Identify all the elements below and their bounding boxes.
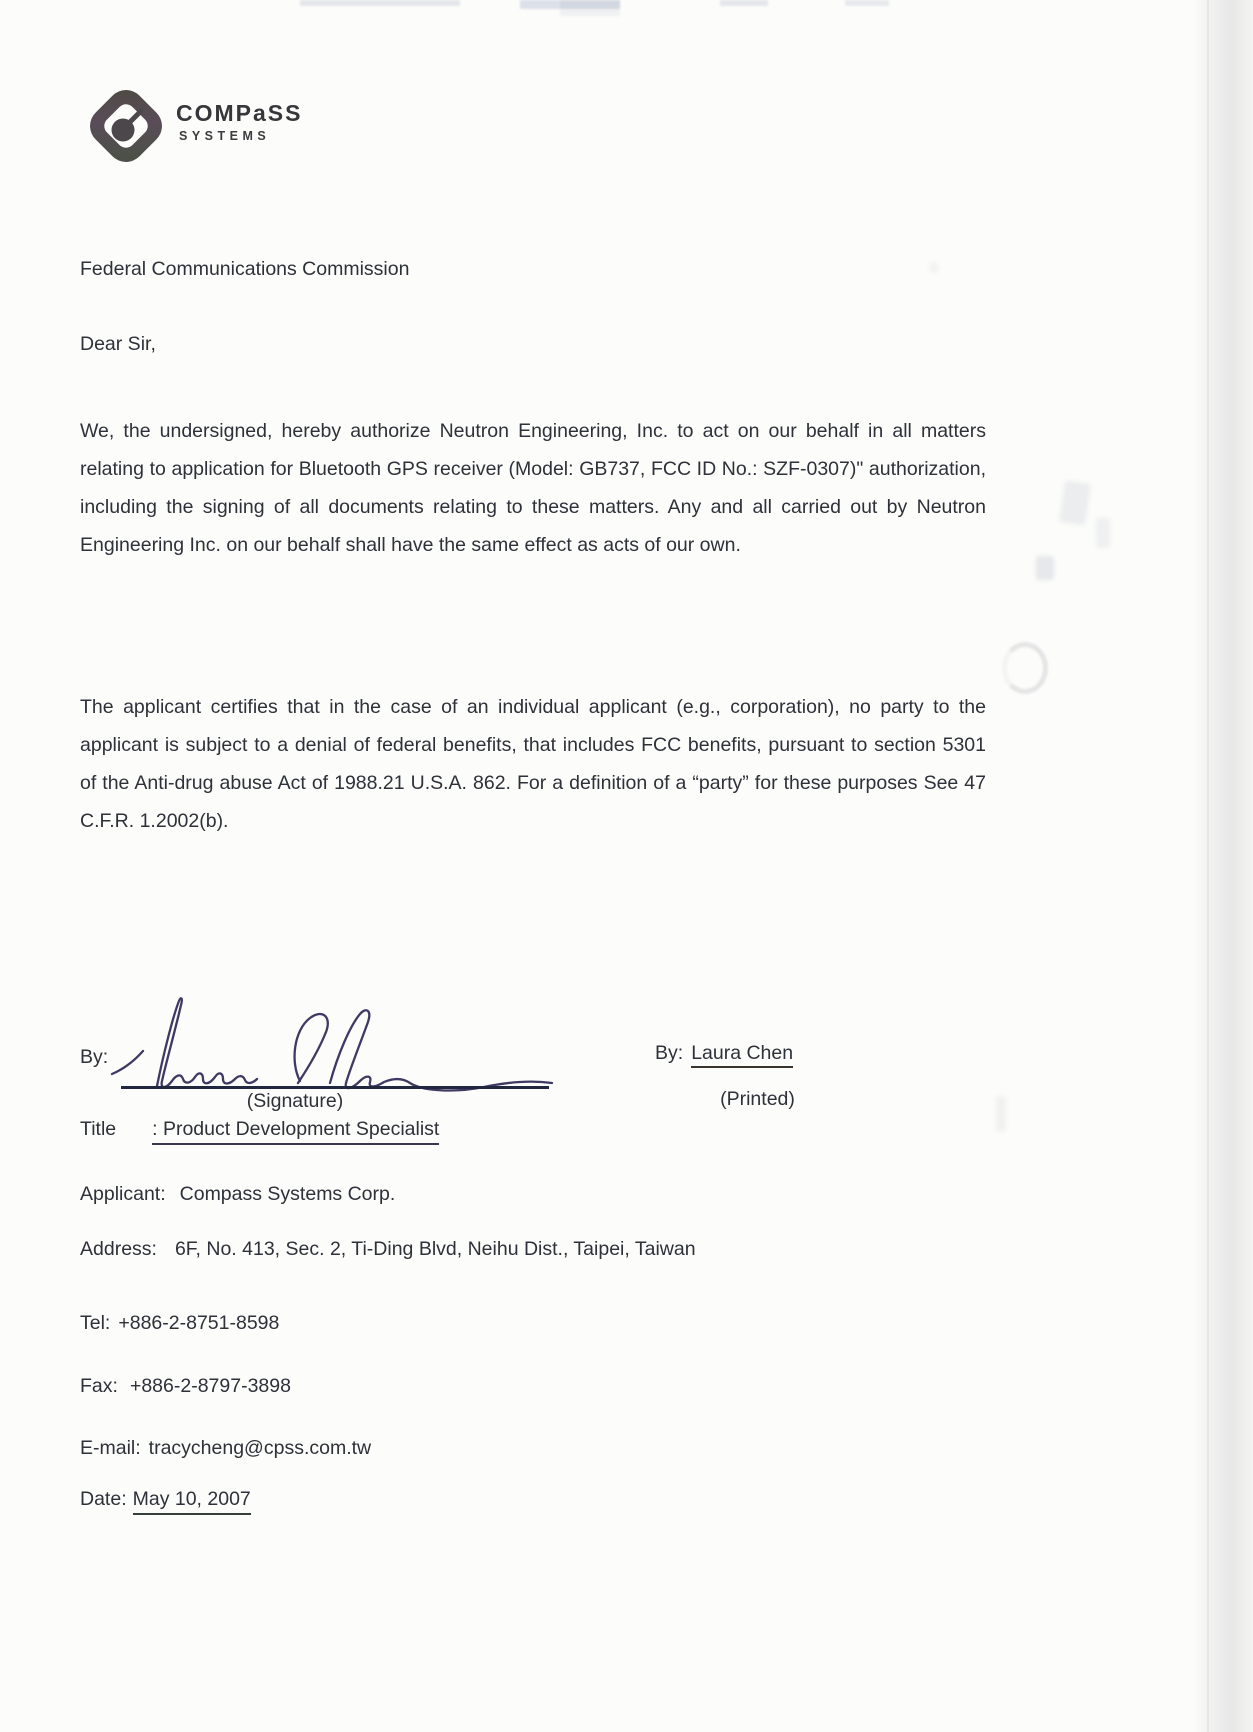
title-label: Title (80, 1118, 117, 1140)
scan-artifact (1002, 642, 1048, 694)
tel-line (80, 1312, 279, 1335)
applicant-label: Applicant: (80, 1183, 166, 1205)
printed-by (655, 1042, 793, 1065)
address-value: 6F, No. 413, Sec. 2, Ti-Ding Blvd, Neihu Dist., Taipei, Taiwan (174, 1238, 696, 1260)
scan-artifact (1036, 556, 1054, 580)
date-value: May 10, 2007 (133, 1488, 251, 1515)
title-line (80, 1118, 439, 1141)
tel-value: +886-2-8751-8598 (118, 1312, 280, 1334)
compass-logo-icon (84, 84, 168, 168)
date-line (80, 1488, 251, 1511)
printed-caption: (Printed) (720, 1088, 795, 1110)
address-line (80, 1238, 696, 1261)
by-label: By: (80, 1046, 109, 1068)
email-line (80, 1437, 371, 1460)
brand-subtitle: SYSTEMS (179, 129, 271, 143)
applicant-line (80, 1183, 395, 1206)
body-paragraph-1: We, the undersigned, hereby authorize Neutron Engineering, Inc. to act on our behalf in all matters relating to application for Bluetooth GPS receiver (Model: GB737, FCC ID No.: SZF-0307)" authorization, including the signing of all documents relating to these matters. Any and all carried out by Neutron Engineering Inc. on our behalf shall have the same effect as acts of our own. (80, 420, 986, 556)
salutation: Dear Sir, (80, 333, 156, 355)
address-label: Address: (80, 1238, 157, 1260)
scan-artifact (1059, 480, 1091, 525)
fax-label: Fax: (80, 1375, 118, 1397)
fax-value: +886-2-8797-3898 (129, 1375, 291, 1397)
signature-caption: (Signature) (246, 1090, 344, 1112)
scan-artifact (560, 0, 620, 16)
title-value: : Product Development Specialist (152, 1118, 439, 1145)
signature-script (104, 996, 564, 1098)
scan-artifact (996, 1096, 1006, 1132)
body-paragraph-2: The applicant certifies that in the case of an individual applicant (e.g., corporation), no party to the applicant is subject to a denial of federal benefits, that includes FCC benefits, pursuant to section 5301 of the Anti-drug abuse Act of 1988.21 U.S.A. 862. For a definition of a “party” for these purposes See 47 C.F.R. 1.2002(b). (80, 696, 986, 832)
printed-name: Laura Chen (691, 1042, 793, 1068)
page-edge-shadow (1193, 0, 1253, 1732)
email-value: tracycheng@cpss.com.tw (148, 1437, 372, 1459)
scan-artifact (930, 262, 938, 273)
recipient-line: Federal Communications Commission (80, 258, 410, 280)
compass-logo (84, 84, 302, 168)
scan-artifact (845, 0, 889, 6)
fax-line (80, 1375, 291, 1398)
applicant-value: Compass Systems Corp. (179, 1183, 396, 1205)
tel-label: Tel: (80, 1312, 111, 1334)
email-label: E-mail: (80, 1437, 141, 1459)
signature-line (121, 1086, 549, 1089)
printed-by-label: By: (655, 1042, 684, 1064)
date-label: Date: (80, 1488, 127, 1510)
scan-artifact (1096, 518, 1110, 548)
brand-name: COMPaSS (176, 100, 303, 126)
scan-artifact (300, 0, 460, 6)
scan-artifact (720, 0, 768, 6)
